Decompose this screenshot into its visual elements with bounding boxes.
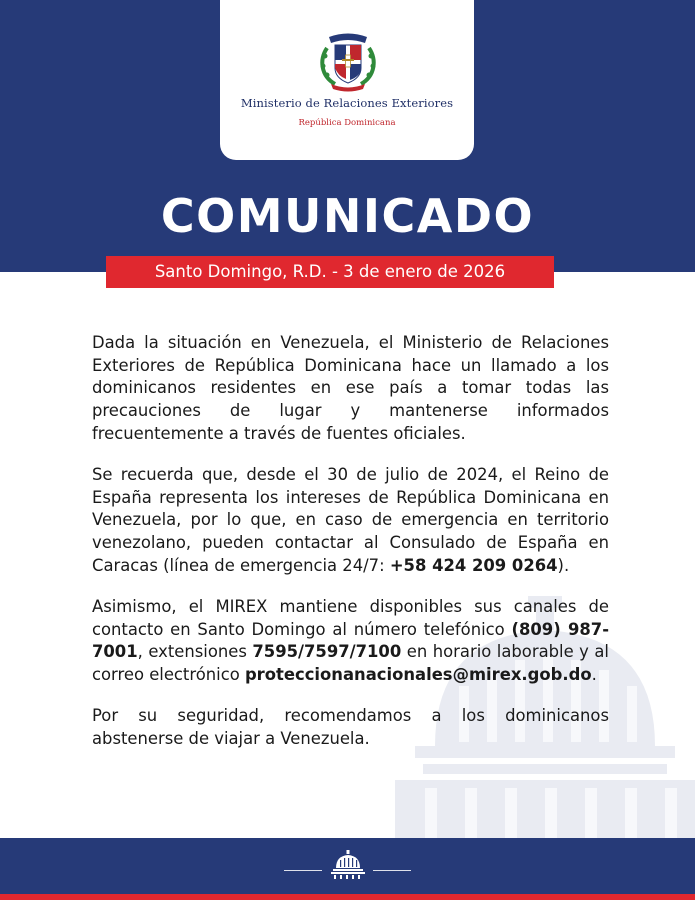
paragraph-situation: Dada la situación en Venezuela, el Ministerio de Relaciones Exteriores de República Dominicana hace un llamado a los dominicanos residentes en ese país a tomar todas las precauciones de lugar y mantenerse informados frecuentemente a través de fuentes oficiales.: [92, 333, 609, 443]
emergency-phone: +58 424 209 0264: [389, 555, 558, 575]
footer-red-stripe: [0, 894, 695, 900]
paragraph-mirex-contact: [92, 596, 609, 687]
country-name: República Dominicana: [298, 118, 396, 128]
page-title: COMUNICADO: [160, 189, 535, 243]
paragraph-travel-advice: Por su seguridad, recomendamos a los dominicanos abstenerse de viajar a Venezuela.: [92, 706, 609, 749]
paragraph-text: ).: [557, 555, 570, 575]
footer-divider-right: [373, 870, 411, 871]
paragraph-text: .: [591, 665, 597, 685]
paragraph-text: Se recuerda que, desde el 30 de julio de 2024, el Reino de España representa los intereses de República Dominicana en Venezuela, por lo que, en caso de emergencia en territorio venezolano, pueden contactar al Consulado de España en Caracas (línea de emergencia 24/7:: [92, 465, 609, 575]
logo-card: [220, 0, 474, 160]
paragraph-text: , extensiones: [137, 642, 253, 662]
dateline: Santo Domingo, R.D. - 3 de enero de 2026: [106, 256, 554, 288]
phone-extensions: 7595/7597/7100: [252, 642, 402, 662]
dome-icon: [330, 850, 366, 880]
paragraph-text: Asimismo, el MIREX mantiene disponibles sus canales de contacto en Santo Domingo al número telefónico: [92, 597, 609, 639]
statement-body: [92, 332, 609, 769]
ministry-name: Ministerio de Relaciones Exteriores: [240, 96, 454, 110]
paragraph-spain-representation: [92, 464, 609, 578]
coat-of-arms-icon: [317, 28, 379, 92]
footer-divider-left: [284, 870, 322, 871]
mirex-phone: (809) 987-7001: [92, 619, 609, 662]
paragraph-text: en horario laborable y al correo electrónico: [92, 642, 609, 685]
contact-email: proteccionanacionales@mirex.gob.do: [244, 665, 592, 685]
